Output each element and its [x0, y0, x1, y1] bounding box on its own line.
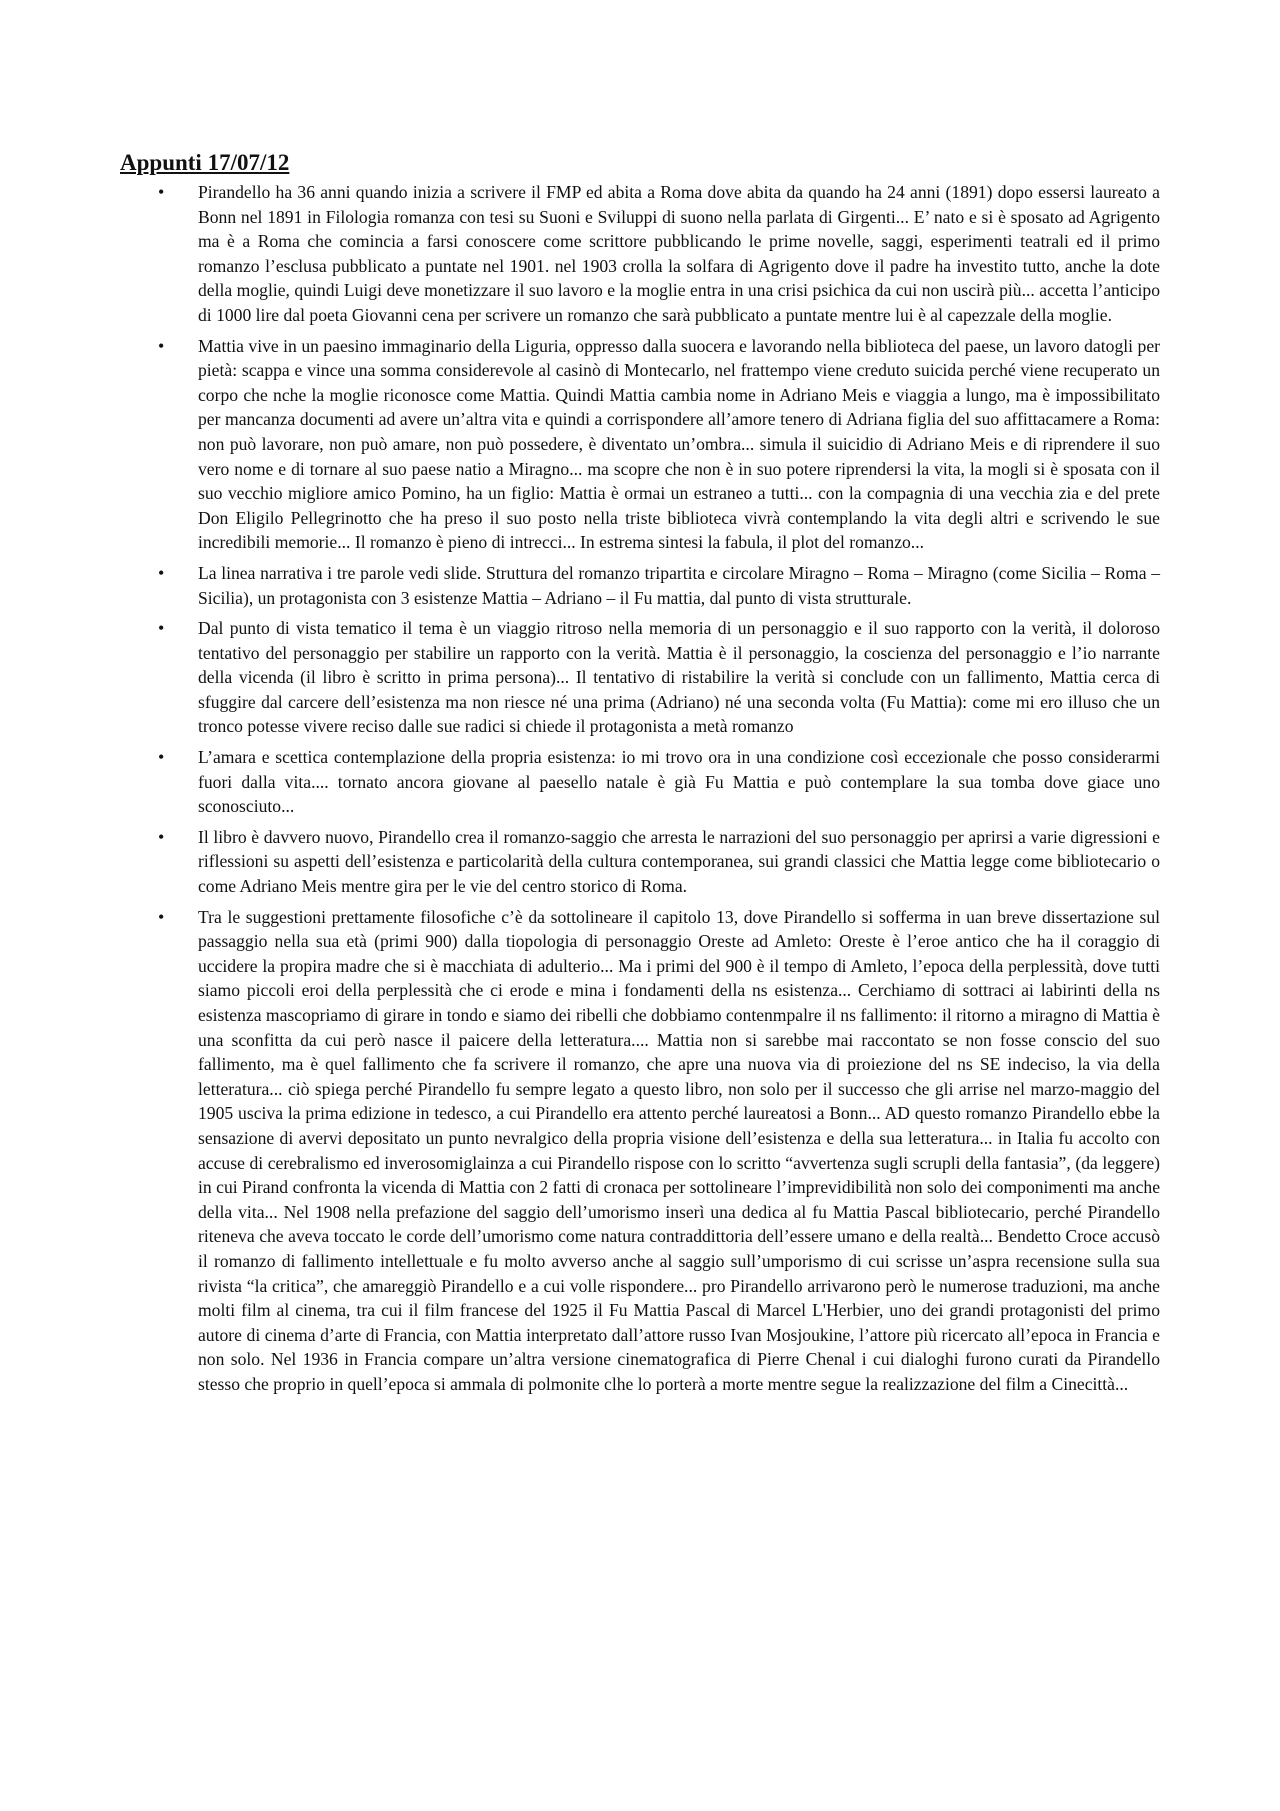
bullet-icon: • — [158, 562, 165, 583]
bullet-icon: • — [158, 747, 165, 768]
paragraph-text: Il libro è davvero nuovo, Pirandello crea il romanzo-saggio che arresta le narrazioni del suo personaggio per aprirsi a varie digressioni e riflessioni su aspetti dell’esistenza e particolarità della cultura contemporanea, sui grandi classici che Mattia legge come bibliotecario o come Adriano Meis mentre gira per le vie del centro storico di Roma. — [198, 826, 1160, 897]
bullet-icon: • — [158, 182, 165, 202]
paragraph-text: L’amara e scettica contemplazione della propria esistenza: io mi trovo ora in una condizione così eccezionale che posso considerarmi fuori dalla vita.... tornato ancora giovane al paesello natale è già Fu Mattia e può contemplare la sua tomba dove giace uno sconosciuto... — [198, 747, 1160, 817]
bullet-icon: • — [158, 906, 165, 927]
document-page — [120, 148, 1160, 1403]
list-item — [120, 334, 1160, 555]
page-title: Appunti 17/07/12 — [120, 150, 290, 175]
list-item — [120, 561, 1160, 610]
bullet-icon: • — [158, 335, 165, 356]
paragraph-text: Tra le suggestioni prettamente filosofiche c’è da sottolineare il capitolo 13, dove Pirandello si sofferma in uan breve dissertazione sul passaggio nella sua età (primi 900) dalla tiopologia di personaggio Oreste ad Amleto: Oreste è l’eroe antico che ha il coraggio di uccidere la propira madre che si è macchiata di adulterio... Ma i primi del 900 è il tempo di Amleto, l’epoca della perplessità, dove tutti siamo piccoli eroi della perplessità che ci erode e mina i fondamenti della ns esistenza... Cerchiamo di sottraci ai labirinti della ns esistenza mascopriamo di girare in tondo e siamo dei ribelli che dobbiamo contenmpalre il ns fallimento: il ritorno a miragno di Mattia è una sconfitta da cui però nasce il paicere della letteratura.... Mattia non si sarebbe mai raccontato se non fosse conscio del suo fallimento, ma è quel fallimento che fa scrivere il romanzo, che apre una nuova via di proiezione del ns SE indeciso, la via della letteratura... ciò spiega perché Pirandello fu sempre legato a questo libro, non solo per il successo che gli arrise nel marzo-maggio del 1905 usciva la prima edizione in tedesco, a cui Pirandello era attento perché laureatosi a Bonn... AD questo romanzo Pirandello ebbe la sensazione di avervi depositato un punto nevralgico della propria visione dell’esistenza e della sua letteratura... in Italia fu accolto con accuse di cerebralismo ed inverosomiglainza a cui Pirandello rispose con lo scritto “avvertenza sugli scrupli della fantasia”, (da leggere) in cui Pirand confronta la vicenda di Mattia con 2 fatti di cronaca per sottolineare l’imprevidibilità non solo dei componimenti ma anche della vita... Nel 1908 nella prefazione del saggio dell’umorismo inserì una dedica al fu Mattia Pascal bibliotecario, perché Pirandello riteneva che aveva toccato le corde dell’umorismo come natura contraddittoria dell’essere umano e della realtà... Bendetto Croce accusò il romanzo di fallimento intellettuale e fu molto avverso anche al saggio sull’umporismo di cui scrisse un’aspra recensione sulla sua rivista “la critica”, che amareggiò Pirandello e a cui volle rispondere... pro Pirandello arrivarono però le numerose traduzioni, ma anche molti film al cinema, tra cui il film francese del 1925 il Fu Mattia Pascal di Marcel L'Herbier, uno dei grandi protagonisti del primo autore di cinema d’arte di Francia, con Mattia interpretato dall’attore russo Ivan Mosjoukine, l’attore più ricercato all’epoca in Francia e non solo. Nel 1936 in Francia compare un’altra versione cinematografica di Pierre Chenal i cui dialoghi furono curati da Pirandello stesso che proprio in quell’epoca si ammala di polmonite clhe lo porterà a morte mentre segue la realizzazione del film a Cinecittà... — [198, 906, 1160, 1394]
paragraph-text: Mattia vive in un paesino immaginario della Liguria, oppresso dalla suocera e lavorando nella biblioteca del paese, un lavoro datogli per pietà: scappa e vince una somma considerevole al casinò di Montecarlo, nel frattempo viene creduto suicida perché viene recuperato un corpo che nche la moglie riconosce come Mattia. Quindi Mattia cambia nome in Adriano Meis e viaggia a lungo, ma è impossibilitato per mancanza documenti ad avere un’altra vita e quindi a corrispondere all’amore tenero di Adriana figlia del suo affittacamere a Roma: non può lavorare, non può amare, non può possedere, è diventato un’ombra... simula il suicidio di Adriano Meis e di riprendere il suo vero nome e di tornare al suo paese natio a Miragno... ma scopre che non è in suo potere riprendersi la vita, la mogli si è sposata con il suo vecchio migliore amico Pomino, ha un figlio: Mattia è ormai un estraneo a tutti... con la compagnia di una vecchia zia e del prete Don Eligilo Pellegrinotto che ha preso il suo posto nella triste biblioteca vivrà contemplando la vita degli altri e scrivendo le sue incredibili memorie... Il romanzo è pieno di intrecci... In estrema sintesi la fabula, il plot del romanzo... — [198, 335, 1160, 553]
paragraph-text: Dal punto di vista tematico il tema è un viaggio ritroso nella memoria di un personaggio e il suo rapporto con la verità, il doloroso tentativo del personaggio per stabilire un rapporto con la verità. Mattia è il personaggio, la coscienza del personaggio e l’io narrante della vicenda (il libro è scritto in prima persona)... Il tentativo di ristabilire la verità si conclude con un fallimento, Mattia cerca di sfuggire dal carcere dell’esistenza ma non riesce né una prima (Adriano) né una seconda volta (Fu Mattia): come mi ero illuso che un tronco potesse vivere reciso dalle sue radici si chiede il protagonista a metà romanzo — [198, 618, 1160, 737]
paragraph-text: La linea narrativa i tre parole vedi slide. Struttura del romanzo tripartita e circolare Miragno – Roma – Miragno (come Sicilia – Roma – Sicilia), un protagonista con 3 esistenze Mattia – Adriano – il Fu mattia, dal punto di vista strutturale. — [198, 562, 1160, 608]
list-item — [120, 905, 1160, 1397]
list-item — [120, 745, 1160, 819]
paragraph-text: Pirandello ha 36 anni quando inizia a scrivere il FMP ed abita a Roma dove abita da quando ha 24 anni (1891) dopo essersi laureato a Bonn nel 1891 in Filologia romanza con tesi su Suoni e Sviluppi di suono nella parlata di Girgenti... E’ nato e si è sposato ad Agrigento ma è a Roma che comincia a farsi conoscere come scrittore pubblicando le prime novelle, saggi, esperimenti teatrali ed il primo romanzo l’esclusa pubblicato a puntate nel 1901. nel 1903 crolla la solfara di Agrigento dove il padre ha investito tutto, anche la dote della moglie, quindi Luigi deve monetizzare il suo lavoro e la moglie entra in una crisi psichica da cui non uscirà più... accetta l’anticipo di 1000 lire dal poeta Giovanni cena per scrivere un romanzo che sarà pubblicato a puntate mentre lui è al capezzale della moglie. — [198, 182, 1160, 325]
bullet-icon: • — [158, 618, 165, 639]
list-item — [120, 180, 1160, 328]
bullet-icon: • — [158, 826, 165, 847]
notes-list — [120, 180, 1160, 1397]
list-item — [120, 616, 1160, 739]
list-item — [120, 825, 1160, 899]
